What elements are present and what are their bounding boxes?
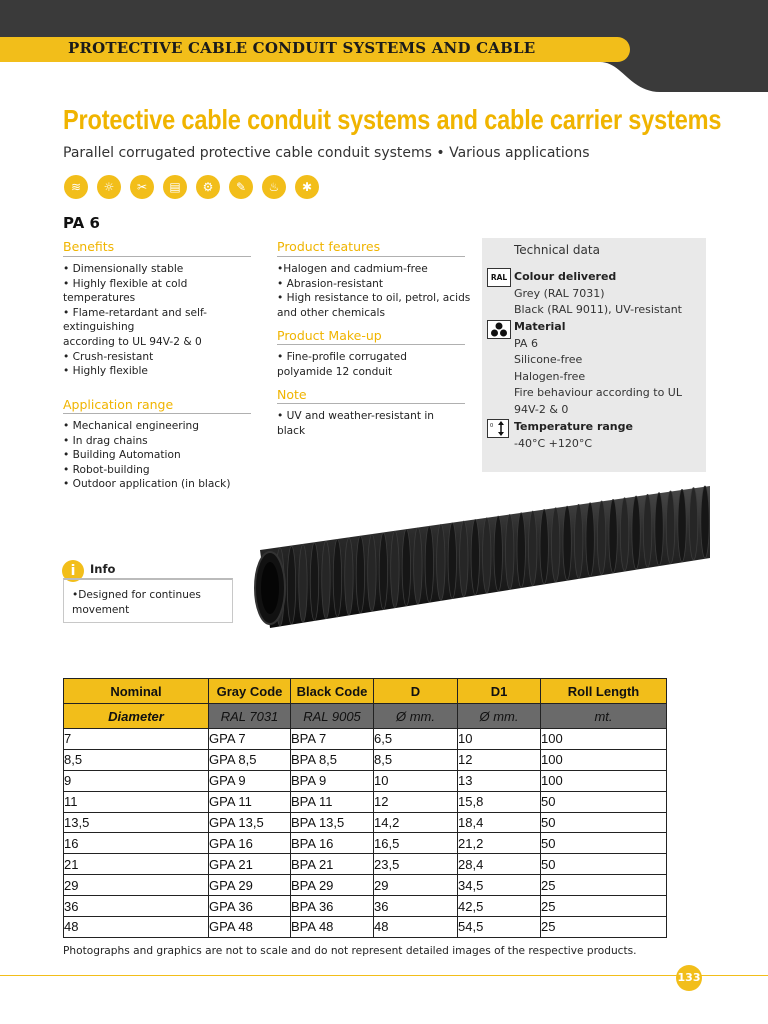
conduit-ridge [437,525,445,601]
note-list [277,409,434,438]
conduit-ridge [643,494,651,567]
column-header: Black Code [291,679,374,704]
table-row [64,770,667,791]
conduit-ridge [620,498,628,571]
conduit-ridge [448,523,456,599]
list-item: •Halogen and cadmium-free [277,263,428,275]
table-cell: GPA 36 [209,896,291,917]
conduit-ridge [333,540,341,617]
table-cell: 36 [374,896,458,917]
panel-icon: ▤ [163,175,187,199]
light-bulb-icon: ☼ [97,175,121,199]
table-cell: 11 [64,791,209,812]
table-cell: 29 [64,875,209,896]
table-cell: 10 [458,729,541,750]
table-cell: 100 [541,729,667,750]
table-cell: 15,8 [458,791,541,812]
conduit-ridge [678,489,686,561]
specification-table [63,678,667,938]
list-item: • Crush-resistant [63,350,154,363]
conduit-ridge [701,486,709,558]
conduit-ridge [506,514,514,589]
table-cell: BPA 29 [291,875,374,896]
info-heading: Info [90,562,116,576]
corrugated-conduit-image [240,480,710,628]
conduit-ridge [287,546,295,624]
table-cell: 29 [374,875,458,896]
list-item: • Fine-profile corrugated [277,351,407,363]
conduit-ridge [517,513,525,588]
material-icon [487,320,511,339]
column-header: Nominal [64,679,209,704]
conduit-ridge [655,493,663,566]
conduit-ridge [494,516,502,591]
table-cell: 12 [374,791,458,812]
header-title: PROTECTIVE CABLE CONDUIT SYSTEMS AND CABLE [68,39,536,57]
list-item: • Abrasion-resistant [277,277,384,290]
list-item: • Flame-retardant and self- [63,306,207,319]
svg-text:0: 0 [490,423,494,429]
table-row [64,875,667,896]
material-label: Material [514,320,566,333]
table-cell: 7 [64,729,209,750]
conduit-ridge [310,543,318,621]
robot-arm-icon: ⚙ [196,175,220,199]
page-title: Protective cable conduit systems and cable carrier systems [63,104,722,135]
list-item: • Outdoor application (in black) [63,478,231,491]
temperature-value: -40°C +120°C [514,437,593,450]
fire-icon: ♨ [262,175,286,199]
table-cell: 34,5 [458,875,541,896]
material-value: Halogen-free [514,370,586,383]
table-cell: 16,5 [374,833,458,854]
table-cell: BPA 13,5 [291,812,374,833]
conduit-ridge [391,531,399,607]
conduit-ridge [299,545,307,623]
column-subheader: RAL 7031 [209,704,291,729]
conduit-ridge [540,509,548,583]
table-row [64,833,667,854]
list-item: • Highly flexible [63,365,148,378]
material-value: 94V-2 & 0 [514,403,569,416]
conduit-ridge [425,526,433,602]
divider [63,256,251,257]
table-cell: 18,4 [458,812,541,833]
conduit-ridge [666,491,674,563]
table-cell: BPA 21 [291,854,374,875]
conduit-ridge [483,518,491,593]
table-cell: BPA 36 [291,896,374,917]
table-row [64,917,667,938]
tools-icon: ✂ [130,175,154,199]
table-cell: 8,5 [374,749,458,770]
table-row [64,749,667,770]
conduit-ridge [597,501,605,574]
column-subheader: Ø mm. [374,704,458,729]
table-row [64,791,667,812]
conduit-ridge [460,521,468,596]
note-heading: Note [277,387,307,402]
table-cell: GPA 29 [209,875,291,896]
column-header: D [374,679,458,704]
column-header: D1 [458,679,541,704]
list-item: extinguishing [63,321,135,334]
column-subheader: Diameter [64,704,209,729]
material-value: Fire behaviour according to UL [514,386,682,399]
conduit-ridge [379,533,387,610]
table-cell: BPA 16 [291,833,374,854]
material-value: PA 6 [514,337,538,350]
product-features-list [277,262,470,320]
conduit-ridge [414,528,422,604]
table-cell: 12 [458,749,541,770]
divider [277,256,465,257]
footer-line [0,975,768,976]
benefits-list [63,262,207,379]
table-cell: 100 [541,749,667,770]
column-header: Roll Length [541,679,667,704]
table-cell: GPA 16 [209,833,291,854]
column-subheader: Ø mm. [458,704,541,729]
info-text: •Designed for continues movement [72,589,201,616]
table-cell: BPA 7 [291,729,374,750]
list-item: according to UL 94V-2 & 0 [63,335,202,348]
list-item: • UV and weather-resistant in [277,410,435,422]
conduit-ridge [356,536,364,613]
material-value: Silicone-free [514,353,583,366]
table-cell: GPA 48 [209,917,291,938]
divider [63,413,251,414]
conduit-ridge [345,538,353,615]
conduit-ridge [322,541,330,618]
column-subheader: mt. [541,704,667,729]
technical-data-title: Technical data [514,243,600,257]
table-cell: GPA 11 [209,791,291,812]
table-cell: 10 [374,770,458,791]
table-cell: BPA 11 [291,791,374,812]
application-range-list [63,419,230,492]
temperature-label: Temperature range [514,420,633,433]
table-cell: GPA 9 [209,770,291,791]
table-cell: 28,4 [458,854,541,875]
colour-value: Black (RAL 9011), UV-resistant [514,303,682,316]
conduit-ridge [471,520,479,595]
table-cell: 48 [64,917,209,938]
table-cell: 6,5 [374,729,458,750]
list-item: • Dimensionally stable [63,263,184,275]
table-cell: 50 [541,812,667,833]
product-features-heading: Product features [277,239,381,254]
column-subheader: RAL 9005 [291,704,374,729]
conduit-ridge [609,499,617,572]
table-cell: 9 [64,770,209,791]
table-cell: 25 [541,896,667,917]
conduit-ridge [368,535,376,612]
table-cell: 21 [64,854,209,875]
conduit-ridge [586,503,594,577]
list-item: and other chemicals [277,306,385,319]
list-item: • Mechanical engineering [63,420,199,432]
divider [277,403,465,404]
table-cell: 25 [541,917,667,938]
ral-colour-icon: RAL [487,268,511,287]
table-row [64,854,667,875]
conduit-ridge [689,488,697,560]
table-row [64,812,667,833]
list-item: • Robot-building [63,463,150,476]
table-cell: BPA 8,5 [291,749,374,770]
table-cell: 8,5 [64,749,209,770]
table-cell: GPA 21 [209,854,291,875]
table-cell: 42,5 [458,896,541,917]
application-range-heading: Application range [63,397,174,412]
conduit-ridge [574,504,582,578]
thermometer-icon [487,419,509,438]
table-cell: 50 [541,833,667,854]
table-cell: GPA 7 [209,729,291,750]
list-item: • Building Automation [63,449,181,462]
snowflake-icon: ✱ [295,175,319,199]
conduit-ridge [551,508,559,582]
table-cell: GPA 8,5 [209,749,291,770]
info-icon: i [62,560,84,582]
table-cell: 50 [541,854,667,875]
table-cell: 54,5 [458,917,541,938]
table-cell: 16 [64,833,209,854]
conduit-ridge [632,496,640,569]
table-cell: 13,5 [64,812,209,833]
list-item: • Highly flexible at cold [63,277,188,290]
colour-label: Colour delivered [514,270,617,283]
table-header-row [64,679,667,704]
benefits-heading: Benefits [63,239,115,254]
list-item: polyamide 12 conduit [277,365,393,378]
table-cell: 25 [541,875,667,896]
colour-value: Grey (RAL 7031) [514,287,605,300]
table-cell: 14,2 [374,812,458,833]
table-cell: 36 [64,896,209,917]
list-item: black [277,424,306,437]
footnote: Photographs and graphics are not to scale and do not represent detailed images of the respective products. [63,945,637,957]
table-row [64,896,667,917]
conduit-ridge [563,506,571,580]
list-item: temperatures [63,292,136,305]
list-item: • In drag chains [63,434,148,447]
table-cell: BPA 48 [291,917,374,938]
table-cell: 50 [541,791,667,812]
page-number: 133 [676,965,702,991]
product-makeup-heading: Product Make-up [277,328,382,343]
page-subtitle: Parallel corrugated protective cable conduit systems • Various applications [63,145,590,161]
column-header: Gray Code [209,679,291,704]
divider [277,344,465,345]
heat-icon: ≋ [64,175,88,199]
conduit-ridge [402,530,410,606]
table-cell: 21,2 [458,833,541,854]
conduit-ridge [529,511,537,585]
material-heading: PA 6 [63,214,100,232]
table-cell: BPA 9 [291,770,374,791]
table-cell: 23,5 [374,854,458,875]
wrench-icon: ✎ [229,175,253,199]
table-cell: 48 [374,917,458,938]
list-item: • High resistance to oil, petrol, acids [277,292,471,305]
table-cell: 100 [541,770,667,791]
table-cell: 13 [458,770,541,791]
table-subheader-row [64,704,667,729]
table-row [64,729,667,750]
product-makeup-list [277,350,407,379]
table-cell: GPA 13,5 [209,812,291,833]
